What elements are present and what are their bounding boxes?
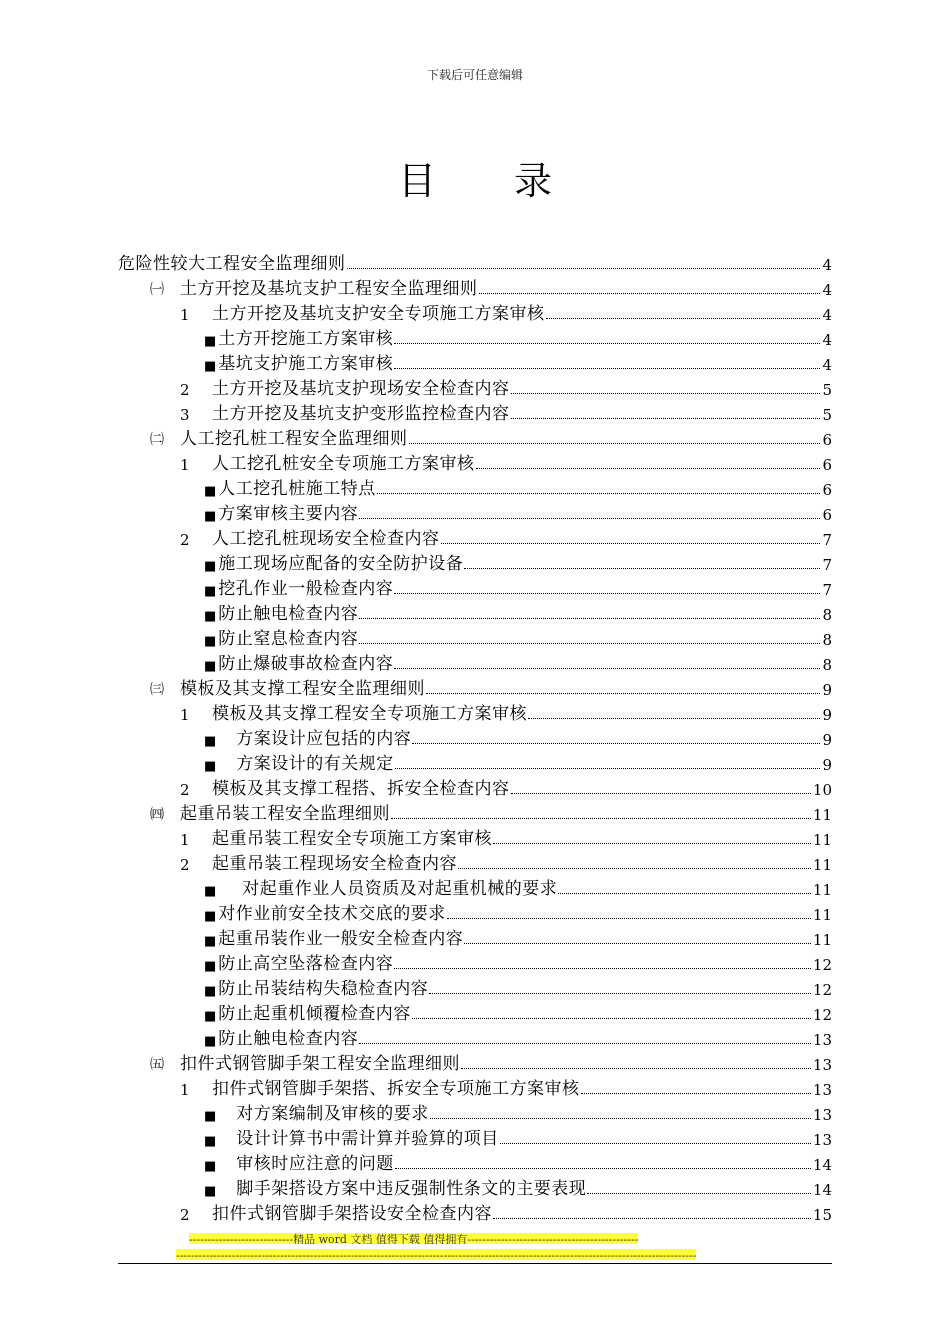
toc-entry-page: 11 xyxy=(812,856,832,874)
square-bullet-icon: ■ xyxy=(204,559,217,574)
toc-entry-page: 5 xyxy=(822,381,832,399)
toc-entry[interactable] xyxy=(118,649,832,674)
toc-entry[interactable] xyxy=(118,774,832,799)
toc-entry-number: ㈤ xyxy=(150,1057,164,1073)
toc-entry-page: 8 xyxy=(822,656,832,674)
toc-entry-page: 11 xyxy=(812,906,832,924)
toc-entry-number: 1 xyxy=(180,1081,190,1099)
dot-leader xyxy=(558,893,811,894)
footer-dashes xyxy=(176,1244,774,1260)
toc-entry[interactable] xyxy=(118,949,832,974)
toc-entry-title: 防止爆破事故检查内容 xyxy=(218,654,394,674)
square-bullet-icon: ■ xyxy=(204,509,217,524)
toc-entry[interactable] xyxy=(118,1149,832,1174)
dot-leader xyxy=(528,718,820,719)
square-bullet-icon: ■ xyxy=(204,609,217,624)
table-of-contents xyxy=(118,249,832,1224)
toc-entry[interactable] xyxy=(118,1199,832,1224)
square-bullet-icon: ■ xyxy=(204,634,217,649)
toc-entry-page: 14 xyxy=(812,1156,832,1174)
toc-entry-title: 基坑支护施工方案审核 xyxy=(218,354,394,374)
footer-dashes-text: -------------------------------------------------------------------------------------------------------------------------------------------- xyxy=(176,1249,697,1260)
page-title: 目录 xyxy=(397,159,630,203)
square-bullet-icon: ■ xyxy=(204,934,217,949)
toc-entry[interactable] xyxy=(118,399,832,424)
dot-leader xyxy=(409,443,821,444)
toc-entry[interactable] xyxy=(118,1024,832,1049)
toc-entry-page: 8 xyxy=(822,631,832,649)
toc-entry-title: 人工挖孔桩工程安全监理细则 xyxy=(180,429,408,449)
square-bullet-icon: ■ xyxy=(204,334,217,349)
square-bullet-icon: ■ xyxy=(204,884,217,899)
toc-entry-title: 扣件式钢管脚手架工程安全监理细则 xyxy=(180,1054,460,1074)
toc-entry-page: 4 xyxy=(822,256,832,274)
toc-entry-number: 2 xyxy=(180,1206,190,1224)
dot-leader xyxy=(391,818,811,819)
toc-entry[interactable] xyxy=(118,1174,832,1199)
toc-entry[interactable] xyxy=(118,274,832,299)
toc-entry-title: 土方开挖及基坑支护工程安全监理细则 xyxy=(180,279,478,299)
toc-entry[interactable] xyxy=(118,449,832,474)
toc-entry-page: 4 xyxy=(822,356,832,374)
dot-leader xyxy=(394,593,820,594)
dot-leader xyxy=(458,868,811,869)
dot-leader xyxy=(347,268,821,269)
toc-entry-number: 2 xyxy=(180,531,190,549)
dot-leader xyxy=(476,468,821,469)
footer-rule xyxy=(118,1263,832,1264)
toc-entry-title: 施工现场应配备的安全防护设备 xyxy=(218,554,464,574)
toc-entry-title: 起重吊装作业一般安全检查内容 xyxy=(218,929,464,949)
toc-entry-title: 方案设计的有关规定 xyxy=(236,754,394,774)
toc-entry-page: 13 xyxy=(812,1056,832,1074)
dot-leader xyxy=(377,493,820,494)
toc-entry[interactable] xyxy=(118,424,832,449)
toc-entry[interactable] xyxy=(118,749,832,774)
square-bullet-icon: ■ xyxy=(204,1009,217,1024)
toc-entry-title: 对方案编制及审核的要求 xyxy=(236,1104,429,1124)
toc-entry-title: 土方开挖及基坑支护现场安全检查内容 xyxy=(212,379,510,399)
toc-entry[interactable] xyxy=(118,549,832,574)
toc-entry-title: 起重吊装工程现场安全检查内容 xyxy=(212,854,457,874)
toc-entry-number: 2 xyxy=(180,856,190,874)
square-bullet-icon: ■ xyxy=(204,959,217,974)
dot-leader xyxy=(359,643,820,644)
dot-leader xyxy=(359,518,820,519)
toc-entry[interactable] xyxy=(118,524,832,549)
dot-leader xyxy=(479,293,821,294)
toc-entry-page: 11 xyxy=(812,831,832,849)
toc-entry-title: 防止窒息检查内容 xyxy=(218,629,359,649)
toc-entry[interactable] xyxy=(118,824,832,849)
toc-entry-title: 起重吊装工程安全监理细则 xyxy=(180,804,390,824)
dot-leader xyxy=(394,968,811,969)
dot-leader xyxy=(447,918,811,919)
square-bullet-icon: ■ xyxy=(204,984,217,999)
dot-leader xyxy=(395,768,820,769)
toc-entry-title: 方案审核主要内容 xyxy=(218,504,359,524)
dot-leader xyxy=(412,743,820,744)
toc-entry-number: 1 xyxy=(180,831,190,849)
dot-leader xyxy=(500,1143,811,1144)
square-bullet-icon: ■ xyxy=(204,734,217,749)
toc-entry-page: 13 xyxy=(812,1031,832,1049)
toc-entry-page: 13 xyxy=(812,1131,832,1149)
square-bullet-icon: ■ xyxy=(204,359,217,374)
toc-entry-title: 防止高空坠落检查内容 xyxy=(218,954,394,974)
dot-leader xyxy=(412,1018,811,1019)
toc-entry-title: 对起重作业人员资质及对起重机械的要求 xyxy=(242,879,558,899)
toc-entry-page: 4 xyxy=(822,331,832,349)
toc-entry-page: 13 xyxy=(812,1106,832,1124)
toc-entry-page: 5 xyxy=(822,406,832,424)
toc-entry-page: 13 xyxy=(812,1081,832,1099)
dot-leader xyxy=(441,543,821,544)
dot-leader xyxy=(464,943,811,944)
toc-entry[interactable] xyxy=(118,849,832,874)
dot-leader xyxy=(359,1043,811,1044)
toc-entry[interactable] xyxy=(118,899,832,924)
dot-leader xyxy=(581,1093,811,1094)
toc-entry-title: 土方开挖及基坑支护变形监控检查内容 xyxy=(212,404,510,424)
toc-entry[interactable] xyxy=(118,674,832,699)
toc-entry-title: 防止触电检查内容 xyxy=(218,604,359,624)
toc-entry-title: 审核时应注意的问题 xyxy=(236,1154,394,1174)
square-bullet-icon: ■ xyxy=(204,1109,217,1124)
toc-entry-title: 危险性较大工程安全监理细则 xyxy=(118,254,346,274)
dot-leader xyxy=(395,1168,811,1169)
toc-entry-page: 7 xyxy=(822,556,832,574)
toc-entry-page: 6 xyxy=(822,506,832,524)
dot-leader xyxy=(464,568,820,569)
dot-leader xyxy=(394,668,820,669)
dot-leader xyxy=(426,693,820,694)
dot-leader xyxy=(511,418,821,419)
toc-entry[interactable] xyxy=(118,349,832,374)
dot-leader xyxy=(359,618,820,619)
toc-entry[interactable] xyxy=(118,499,832,524)
dot-leader xyxy=(511,793,811,794)
toc-entry-number: ㈠ xyxy=(150,282,164,298)
square-bullet-icon: ■ xyxy=(204,584,217,599)
toc-entry-title: 人工挖孔桩施工特点 xyxy=(218,479,376,499)
dot-leader xyxy=(493,843,811,844)
toc-entry[interactable] xyxy=(118,1099,832,1124)
toc-entry-number: 3 xyxy=(180,406,190,424)
square-bullet-icon: ■ xyxy=(204,909,217,924)
square-bullet-icon: ■ xyxy=(204,484,217,499)
toc-entry[interactable] xyxy=(118,999,832,1024)
toc-entry[interactable] xyxy=(118,599,832,624)
square-bullet-icon: ■ xyxy=(204,659,217,674)
toc-entry-page: 12 xyxy=(812,956,832,974)
toc-entry-page: 9 xyxy=(822,756,832,774)
toc-entry-number: 2 xyxy=(180,781,190,799)
toc-entry-title: 对作业前安全技术交底的要求 xyxy=(218,904,446,924)
toc-entry-page: 12 xyxy=(812,981,832,999)
toc-entry[interactable] xyxy=(118,624,832,649)
toc-entry-number: 1 xyxy=(180,706,190,724)
toc-entry-title: 扣件式钢管脚手架搭设安全检查内容 xyxy=(212,1204,492,1224)
toc-entry-title: 挖孔作业一般检查内容 xyxy=(218,579,394,599)
toc-entry-title: 防止触电检查内容 xyxy=(218,1029,359,1049)
toc-entry-page: 11 xyxy=(812,806,832,824)
toc-entry-page: 11 xyxy=(812,931,832,949)
footer-banner-text: ----------------------------精品 word 文档 值得下载 值得拥有---------------------------------------------- xyxy=(189,1233,639,1244)
toc-entry-page: 4 xyxy=(822,281,832,299)
toc-entry-page: 15 xyxy=(812,1206,832,1224)
dot-leader xyxy=(394,343,820,344)
toc-entry[interactable] xyxy=(118,574,832,599)
toc-entry-number: ㈢ xyxy=(150,682,164,698)
toc-entry-page: 11 xyxy=(812,881,832,899)
toc-entry-number: 1 xyxy=(180,306,190,324)
toc-entry-page: 6 xyxy=(822,431,832,449)
toc-entry-number: ㈡ xyxy=(150,432,164,448)
toc-entry[interactable] xyxy=(118,324,832,349)
toc-entry-page: 6 xyxy=(822,481,832,499)
toc-entry[interactable] xyxy=(118,374,832,399)
dot-leader xyxy=(493,1218,811,1219)
toc-entry-title: 人工挖孔桩现场安全检查内容 xyxy=(212,529,440,549)
toc-entry-title: 人工挖孔桩安全专项施工方案审核 xyxy=(212,454,475,474)
toc-entry-page: 7 xyxy=(822,531,832,549)
dot-leader xyxy=(511,393,821,394)
square-bullet-icon: ■ xyxy=(204,759,217,774)
toc-entry-number: 2 xyxy=(180,381,190,399)
toc-entry[interactable] xyxy=(118,699,832,724)
toc-entry-page: 12 xyxy=(812,1006,832,1024)
toc-entry-page: 8 xyxy=(822,606,832,624)
toc-entry[interactable] xyxy=(118,299,832,324)
toc-entry-title: 模板及其支撑工程搭、拆安全检查内容 xyxy=(212,779,510,799)
toc-entry-number: 1 xyxy=(180,456,190,474)
toc-entry-page: 10 xyxy=(812,781,832,799)
dot-leader xyxy=(429,993,811,994)
toc-entry[interactable] xyxy=(118,474,832,499)
dot-leader xyxy=(430,1118,811,1119)
toc-entry[interactable] xyxy=(118,724,832,749)
toc-entry[interactable] xyxy=(118,924,832,949)
toc-entry-title: 模板及其支撑工程安全监理细则 xyxy=(180,679,425,699)
footer-banner xyxy=(189,1228,760,1244)
toc-entry-page: 6 xyxy=(822,456,832,474)
toc-entry-page: 9 xyxy=(822,731,832,749)
toc-entry[interactable] xyxy=(118,249,832,274)
toc-entry-title: 土方开挖及基坑支护安全专项施工方案审核 xyxy=(212,304,545,324)
toc-entry-title: 设计计算书中需计算并验算的项目 xyxy=(236,1129,499,1149)
toc-entry-title: 模板及其支撑工程安全专项施工方案审核 xyxy=(212,704,527,724)
toc-entry-title: 起重吊装工程安全专项施工方案审核 xyxy=(212,829,492,849)
toc-entry-title: 扣件式钢管脚手架搭、拆安全专项施工方案审核 xyxy=(212,1079,580,1099)
toc-entry-page: 7 xyxy=(822,581,832,599)
page-header: 下载后可任意编辑 xyxy=(426,68,523,82)
toc-entry-page: 9 xyxy=(822,706,832,724)
toc-entry-page: 14 xyxy=(812,1181,832,1199)
square-bullet-icon: ■ xyxy=(204,1184,217,1199)
toc-entry-title: 防止吊装结构失稳检查内容 xyxy=(218,979,429,999)
toc-entry-page: 9 xyxy=(822,681,832,699)
square-bullet-icon: ■ xyxy=(204,1034,217,1049)
toc-entry[interactable] xyxy=(118,1124,832,1149)
toc-entry-title: 土方开挖施工方案审核 xyxy=(218,329,394,349)
toc-entry[interactable] xyxy=(118,1074,832,1099)
dot-leader xyxy=(587,1193,811,1194)
toc-entry-title: 脚手架搭设方案中违反强制性条文的主要表现 xyxy=(236,1179,587,1199)
dot-leader xyxy=(461,1068,811,1069)
toc-entry-title: 方案设计应包括的内容 xyxy=(236,729,412,749)
toc-entry[interactable] xyxy=(118,974,832,999)
toc-entry[interactable] xyxy=(118,874,832,899)
toc-entry[interactable] xyxy=(118,799,832,824)
square-bullet-icon: ■ xyxy=(204,1134,217,1149)
toc-entry-number: ㈣ xyxy=(150,807,164,823)
dot-leader xyxy=(394,368,820,369)
toc-entry-title: 防止起重机倾覆检查内容 xyxy=(218,1004,411,1024)
toc-entry-page: 4 xyxy=(822,306,832,324)
toc-entry[interactable] xyxy=(118,1049,832,1074)
dot-leader xyxy=(546,318,821,319)
square-bullet-icon: ■ xyxy=(204,1159,217,1174)
